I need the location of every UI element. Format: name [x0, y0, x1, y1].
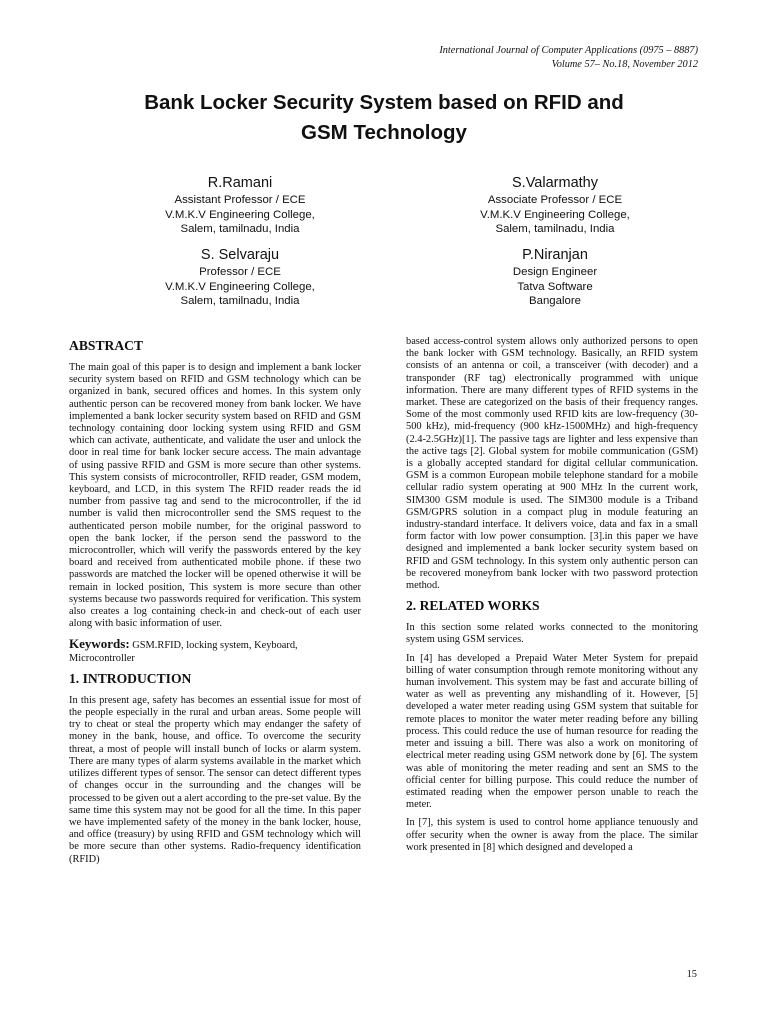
- journal-volume: Volume 57– No.18, November 2012: [551, 59, 698, 70]
- author-block: [410, 173, 700, 237]
- introduction-heading: 1. INTRODUCTION: [69, 670, 192, 686]
- paragraph: In this section some related works connected to the monitoring system using GSM services.: [406, 622, 698, 646]
- keywords-label: Keywords:: [69, 636, 130, 652]
- author-affiliation: Salem, tamilnadu, India: [180, 223, 300, 235]
- author-name: P.Niranjan: [522, 247, 588, 263]
- abstract-heading: ABSTRACT: [69, 338, 144, 353]
- author-affiliation: Bangalore: [529, 295, 581, 307]
- author-affiliation: Design Engineer: [512, 266, 598, 278]
- paragraph: In [7], this system is used to control home appliance tenuously and offer security when the owner is away from the place. The similar work presented in [8] which designed and developed a: [406, 817, 698, 853]
- author-block: [95, 173, 385, 237]
- page-number: 15: [686, 969, 697, 980]
- author-affiliation: V.M.K.V Engineering College,: [165, 280, 315, 293]
- paragraph: based access-control system allows only authorized persons to open the bank locker with GSM technology. Basically, an RFID system consists of an antenna or coil, a transceiver (with decoder) and a transponder (RF tag) electronically programmed with unique information. There are many different types of RFID systems in the market. These are categorized on the basis of their frequency ranges. Some of the most commonly used RFID kits are low-frequency (30-500 kHz), mid-frequency (900 kHz-1500MHz) and high-frequency (2.4-2.5GHz)[1]. The passive tags are lighter and less expensive than the active tags [2]. Global system for mobile communication (GSM) is a globally accepted standard for digital cellular communication. GSM is a common European mobile telephone standard for a mobile cellular radio system operating at 900 MHz In the current work, SIM300 GSM module is used. The SIM300 module is a Triband GSM/GPRS solution in a compact plug in module featuring an industry-standard interface. It delivers voice, data and fax in a small form factor with low power consumption. [3].in this paper we have designed and implemented a bank locker security system based on RFID and GSM technology. In this system only authentic person can be recovered moneyfrom bank locker with two password protection method.: [406, 336, 698, 592]
- author-affiliation: Assistant Professor / ECE: [174, 194, 306, 206]
- author-block: [95, 245, 385, 309]
- author-name: S. Selvaraju: [200, 247, 280, 263]
- author-affiliation: Associate Professor / ECE: [487, 194, 623, 206]
- paper-title: [0, 88, 768, 148]
- abstract-text: The main goal of this paper is to design and implement a bank locker security system based on RFID and GSM technology which can be organized in bank, secured offices and homes. In this system only authentic person can be recovered money from bank locker. We have implemented a bank locker security system based on RFID and GSM technology containing door locking system using RFID and GSM which can activate, authenticate, and validate the user and unlock the door in real time for bank locker secure access. The main advantage of using passive RFID and GSM is more secure than other systems. This system consists of microcontroller, RFID reader, GSM modem, keyboard, and LCD, in this system The RFID reader reads the id number from passive tag and send to the microcontroller, if the id number is valid then microcontroller send the SMS request to the authenticated person mobile number, for the original password to open the bank locker, if the person send the password to the microcontroller, which will verify the passwords entered by the key board and received from authenticated mobile phone. if these two passwords are matched the locker will be opened otherwise it will be remain in locked position, This system is more secure than other systems because two passwords required for verification. This system also creates a log containing check-in and check-out of each user along with basic information of user.: [69, 362, 361, 630]
- author-name: S.Valarmathy: [512, 175, 598, 191]
- author-block: [410, 245, 700, 309]
- title-line-2: GSM Technology: [301, 121, 467, 144]
- author-affiliation: Tatva Software: [517, 280, 593, 293]
- author-affiliation: V.M.K.V Engineering College,: [480, 208, 630, 221]
- journal-name: International Journal of Computer Applications (0975 – 8887): [439, 45, 698, 56]
- author-affiliation: Salem, tamilnadu, India: [495, 223, 615, 235]
- title-line-1: Bank Locker Security System based on RFID and: [144, 91, 624, 114]
- keywords: [69, 638, 361, 664]
- related-works-heading: 2. RELATED WORKS: [406, 598, 540, 614]
- author-name: R.Ramani: [207, 175, 273, 191]
- journal-header: [439, 44, 698, 72]
- paragraph: In [4] has developed a Prepaid Water Meter System for prepaid billing of water consumption through remote monitoring without any human involvement. This system may be fast and accurate billing of water as well as preventing any mishandling of it. However, [5] developed a water meter reading using GSM system that suitable for remote places to monitor the water meter reading before any billing process. This could reduce the use of human resource for reading the meter and issuing a bill. There was also a work on monitoring of electrical meter reading using GSM network done by [6]. The system was able of monitoring the meter reading and sent an SMS to the official center for billing purpose. This could reduce the number of estimated reading when the empower person unable to reach the meter.: [406, 652, 698, 811]
- right-column: [406, 336, 698, 860]
- author-affiliation: V.M.K.V Engineering College,: [165, 208, 315, 221]
- author-affiliation: Salem, tamilnadu, India: [180, 295, 300, 307]
- author-affiliation: Professor / ECE: [199, 266, 281, 278]
- introduction-text: In this present age, safety has becomes an essential issue for most of the people especially in the rural and urban areas. Some people will try to cheat or steal the property which may endanger the safety of money in the bank, house, and office. To overcome the security threat, a most of people will install bunch of locks or alarm system. There are many types of alarm systems available in the market which utilizes different types of sensor. The sensor can detect different types of changes occur in the surrounding and the changes will be processed to be given out a alert according to the pre-set value. By the same time this system may not be good for all the time. In this paper we have implemented safety of the money in the bank locker, house, and office (treasury) by using RFID and GSM technology which will be more secure than other systems. Radio-frequency identification (RFID): [69, 694, 361, 865]
- keywords-text: GSM.RFID, locking system, Keyboard, Microcontroller: [69, 640, 298, 664]
- left-column: [69, 338, 361, 872]
